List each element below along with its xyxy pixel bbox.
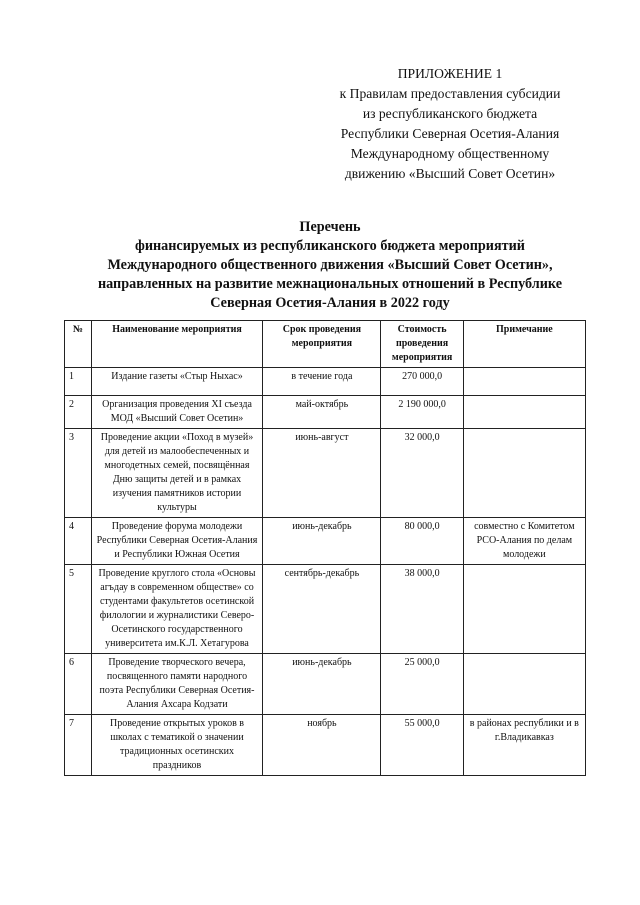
table-row <box>65 654 586 715</box>
row-number: 3 <box>65 429 92 518</box>
event-name: Проведение форума молодежи Республики Северная Осетия-Алания и Республики Южная Осетия <box>91 518 263 565</box>
table-row <box>65 565 586 654</box>
header-note: Примечание <box>463 321 585 368</box>
table-header-row <box>65 321 586 368</box>
table-row <box>65 715 586 776</box>
events-table <box>64 320 586 776</box>
event-name: Проведение творческого вечера, посвященного памяти народного поэта Республики Северная Осетия-Алания Ахсара Кодзати <box>91 654 263 715</box>
header-period: Срок проведения мероприятия <box>263 321 381 368</box>
appendix-line: к Правилам предоставления субсидии <box>339 86 561 101</box>
event-cost: 32 000,0 <box>381 429 463 518</box>
title-line: финансируемых из республиканского бюджета мероприятий <box>135 238 525 254</box>
document-title <box>60 218 600 313</box>
table-row <box>65 368 586 396</box>
event-note: в районах республики и в г.Владикавказ <box>463 715 585 776</box>
event-period: май-октябрь <box>263 396 381 429</box>
appendix-line: движению «Высший Совет Осетин» <box>344 166 556 181</box>
event-note <box>463 396 585 429</box>
event-note <box>463 429 585 518</box>
event-cost: 38 000,0 <box>381 565 463 654</box>
event-cost: 2 190 000,0 <box>381 396 463 429</box>
header-number: № <box>65 321 92 368</box>
row-number: 1 <box>65 368 92 396</box>
event-note <box>463 654 585 715</box>
row-number: 5 <box>65 565 92 654</box>
event-cost: 55 000,0 <box>381 715 463 776</box>
appendix-title: ПРИЛОЖЕНИЕ 1 <box>397 66 503 81</box>
table-row <box>65 429 586 518</box>
title-line: Международного общественного движения «Высший Совет Осетин», <box>107 257 553 273</box>
event-period: июнь-декабрь <box>263 518 381 565</box>
event-name: Проведение открытых уроков в школах с тематикой о значении традиционных осетинских праздников <box>91 715 263 776</box>
table-row <box>65 518 586 565</box>
row-number: 6 <box>65 654 92 715</box>
event-note <box>463 565 585 654</box>
header-cost: Стоимость проведения мероприятия <box>381 321 463 368</box>
event-note: совместно с Комитетом РСО-Алания по делам молодежи <box>463 518 585 565</box>
event-name: Организация проведения XI съезда МОД «Высший Совет Осетин» <box>91 396 263 429</box>
event-name: Проведение акции «Поход в музей» для детей из малообеспеченных и многодетных семей, посвящённая Дню защиты детей и в рамках изучения памятников истории культуры <box>91 429 263 518</box>
appendix-line: Международному общественному <box>350 146 550 161</box>
event-period: июнь-август <box>263 429 381 518</box>
table-row <box>65 396 586 429</box>
event-period: июнь-декабрь <box>263 654 381 715</box>
appendix-line: Республики Северная Осетия-Алания <box>340 126 560 141</box>
event-cost: 25 000,0 <box>381 654 463 715</box>
header-name: Наименование мероприятия <box>91 321 263 368</box>
event-note <box>463 368 585 396</box>
row-number: 4 <box>65 518 92 565</box>
appendix-header <box>300 64 600 184</box>
title-line: Перечень <box>299 219 361 235</box>
event-name: Проведение круглого стола «Основы агъдау в современном обществе» со студентами факультетов осетинской филологии и журналистики Северо-Осетинского государственного университета им.К.Л. Хетагурова <box>91 565 263 654</box>
event-period: ноябрь <box>263 715 381 776</box>
event-period: сентябрь-декабрь <box>263 565 381 654</box>
row-number: 7 <box>65 715 92 776</box>
title-line: направленных на развитие межнациональных отношений в Республике <box>97 276 563 292</box>
row-number: 2 <box>65 396 92 429</box>
event-cost: 270 000,0 <box>381 368 463 396</box>
event-name: Издание газеты «Стыр Ныхас» <box>91 368 263 396</box>
event-cost: 80 000,0 <box>381 518 463 565</box>
event-period: в течение года <box>263 368 381 396</box>
appendix-line: из республиканского бюджета <box>362 106 538 121</box>
title-line: Северная Осетия-Алания в 2022 году <box>210 295 450 311</box>
